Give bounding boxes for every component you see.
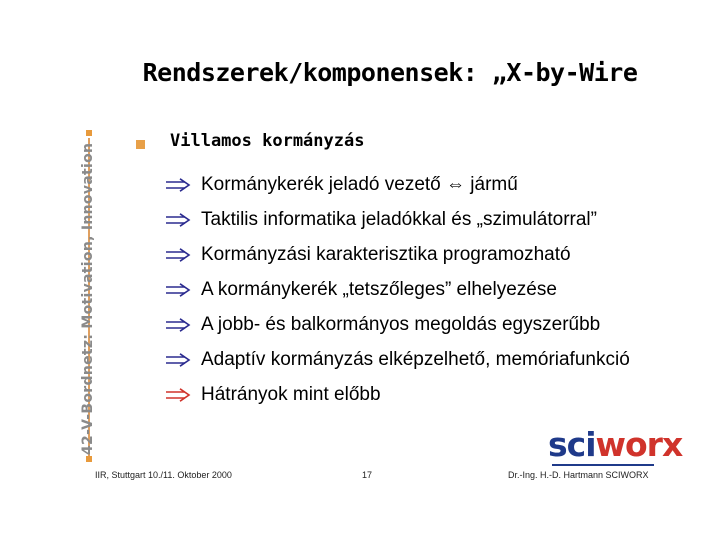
- logo-part-worx: worx: [595, 425, 683, 464]
- page-number: 17: [362, 470, 373, 480]
- list-item: [165, 377, 630, 412]
- double-arrow-icon: [165, 283, 201, 297]
- logo-part-sci: sci: [548, 425, 596, 464]
- list-item-text: Hátrányok mint előbb: [201, 383, 381, 405]
- bullet-list: [165, 167, 630, 412]
- sciworx-logo: [548, 425, 682, 464]
- list-item: [165, 202, 630, 237]
- logo-underline: [552, 464, 654, 466]
- list-item: [165, 237, 630, 272]
- list-item-text: A kormánykerék „tetszőleges” elhelyezése: [201, 278, 557, 300]
- section-subtitle: Villamos kormányzás: [170, 131, 365, 151]
- footer-right: Dr.-Ing. H.-D. Hartmann SCIWORX: [508, 470, 649, 480]
- double-arrow-icon: [165, 178, 201, 192]
- list-item-text: Adaptív kormányzás elképzelhető, memóriafunkció: [201, 348, 630, 370]
- list-item-text: Taktilis informatika jeladókkal és „szimulátorral”: [201, 208, 597, 230]
- double-arrow-icon: [165, 318, 201, 332]
- double-arrow-icon: [165, 388, 201, 402]
- subtitle-bullet: [136, 140, 145, 149]
- side-caption: 42-V-Bordnetz: Motivation, Innovation: [80, 142, 96, 455]
- slide-title: Rendszerek/komponensek: „X-by-Wire: [142, 58, 638, 87]
- divider-top-marker: [86, 130, 92, 136]
- footer-left: IIR, Stuttgart 10./11. Oktober 2000: [95, 470, 232, 480]
- double-arrow-icon: [165, 248, 201, 262]
- divider-bottom-marker: [86, 456, 92, 462]
- list-item-text: Kormánykerék jeladó vezető ⇔ jármű: [201, 173, 518, 195]
- double-arrow-icon: [165, 353, 201, 367]
- list-item: [165, 342, 630, 377]
- list-item: [165, 272, 630, 307]
- list-item-text: Kormányzási karakterisztika programozható: [201, 243, 571, 265]
- list-item: [165, 167, 630, 202]
- list-item: [165, 307, 630, 342]
- double-arrow-icon: [165, 213, 201, 227]
- list-item-text: A jobb- és balkormányos megoldás egyszerűbb: [201, 313, 601, 335]
